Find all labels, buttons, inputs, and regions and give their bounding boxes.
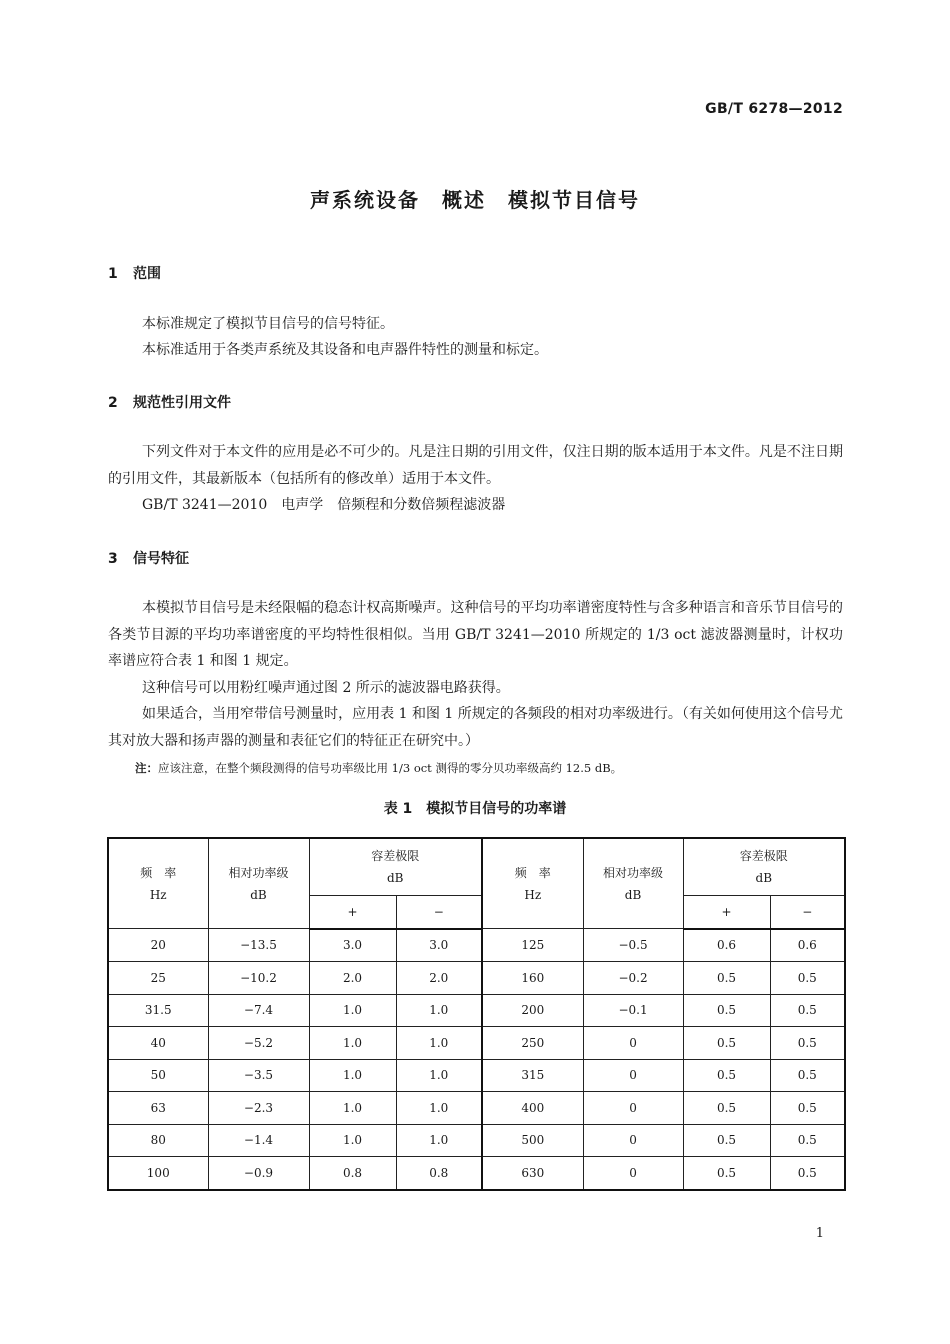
- table-cell: 0: [583, 1092, 683, 1125]
- table-cell: 0.6: [683, 929, 770, 962]
- table-caption: 表 1 模拟节目信号的功率谱: [383, 801, 567, 817]
- table-row: [108, 962, 845, 995]
- header-plus: +: [683, 896, 770, 929]
- table-row: [108, 1124, 845, 1157]
- table-cell: 50: [108, 1059, 208, 1092]
- section-title: 范围: [133, 266, 161, 282]
- table-cell: 0.5: [683, 962, 770, 995]
- paragraph: 这种信号可以用粉红噪声通过图 2 所示的滤波器电路获得。: [142, 680, 510, 696]
- table-cell: 0.8: [309, 1157, 396, 1190]
- table-cell: 0.5: [683, 1124, 770, 1157]
- table-cell: −2.3: [208, 1092, 309, 1125]
- table-cell: 3.0: [309, 929, 396, 962]
- header-tolerance: 容差极限 dB: [309, 838, 482, 896]
- table-cell: 2.0: [396, 962, 482, 995]
- section-heading: [108, 392, 231, 412]
- section-heading: [108, 548, 189, 568]
- header-minus: −: [770, 896, 845, 929]
- section-heading: [108, 263, 161, 283]
- table-cell: −10.2: [208, 962, 309, 995]
- page-title: 声系统设备 概述 模拟节目信号: [310, 188, 640, 212]
- note-label: 注：: [135, 761, 158, 775]
- table-cell: 630: [482, 1157, 583, 1190]
- table-cell: 1.0: [396, 1124, 482, 1157]
- section-number: 2: [108, 395, 118, 411]
- table-cell: −3.5: [208, 1059, 309, 1092]
- header-relative-level: 相对功率级 dB: [583, 838, 683, 929]
- paragraph: 本标准适用于各类声系统及其设备和电声器件特性的测量和标定。: [142, 342, 548, 358]
- table-cell: 80: [108, 1124, 208, 1157]
- table-cell: 160: [482, 962, 583, 995]
- table-cell: 0.5: [770, 1059, 845, 1092]
- section-number: 3: [108, 551, 118, 567]
- table-row: [108, 1092, 845, 1125]
- header-minus: −: [396, 896, 482, 929]
- table-cell: −0.1: [583, 994, 683, 1027]
- table-cell: 3.0: [396, 929, 482, 962]
- table-cell: 0.5: [770, 1092, 845, 1125]
- table-cell: 31.5: [108, 994, 208, 1027]
- table-row: [108, 994, 845, 1027]
- table-cell: 0.5: [683, 1157, 770, 1190]
- table-cell: 1.0: [309, 1027, 396, 1060]
- table-cell: 1.0: [309, 994, 396, 1027]
- table-cell: −13.5: [208, 929, 309, 962]
- header-frequency: 频 率 Hz: [482, 838, 583, 929]
- table-row: [108, 1027, 845, 1060]
- section-title: 规范性引用文件: [133, 395, 231, 411]
- table-cell: 0.5: [770, 962, 845, 995]
- header-plus: +: [309, 896, 396, 929]
- table-cell: 1.0: [396, 994, 482, 1027]
- table-cell: 0.5: [683, 1027, 770, 1060]
- paragraph: 如果适合，当用窄带信号测量时，应用表 1 和图 1 所规定的各频段的相对功率级进行。（有关如何使用这个信号尤其对放大器和扬声器的测量和表征它们的特征正在研究中。）: [108, 706, 843, 749]
- paragraph: 本模拟节目信号是未经限幅的稳态计权高斯噪声。这种信号的平均功率谱密度特性与含多种语言和音乐节目信号的各类节目源的平均功率谱密度的平均特性很相似。当用 GB/T 3241—2010 所规定的 1/3 oct 滤波器测量时，计权功率谱应符合表 1 和图 1 规定。: [108, 600, 843, 669]
- table-row: [108, 1059, 845, 1092]
- table-cell: 250: [482, 1027, 583, 1060]
- table-cell: 1.0: [309, 1092, 396, 1125]
- table-cell: 200: [482, 994, 583, 1027]
- paragraph: 本标准规定了模拟节目信号的信号特征。: [142, 316, 394, 332]
- table-cell: −1.4: [208, 1124, 309, 1157]
- standard-number: GB/T 6278—2012: [705, 101, 843, 117]
- table-cell: 0: [583, 1027, 683, 1060]
- table-cell: −7.4: [208, 994, 309, 1027]
- header-tolerance: 容差极限 dB: [683, 838, 845, 896]
- power-spectrum-table: [107, 837, 846, 1191]
- table-cell: −0.9: [208, 1157, 309, 1190]
- table-cell: 0: [583, 1157, 683, 1190]
- table-cell: 0.5: [770, 1157, 845, 1190]
- page-number: 1: [815, 1226, 824, 1241]
- table-body: [108, 929, 845, 1190]
- reference-item: GB/T 3241—2010 电声学 倍频程和分数倍频程滤波器: [142, 497, 506, 513]
- note-text: 应该注意，在整个频段测得的信号功率级比用 1/3 oct 测得的零分贝功率级高约 12.5 dB。: [158, 761, 623, 775]
- table-row: [108, 1157, 845, 1190]
- table-cell: −0.5: [583, 929, 683, 962]
- table-cell: −5.2: [208, 1027, 309, 1060]
- table-cell: 0.5: [683, 994, 770, 1027]
- table-cell: 1.0: [309, 1124, 396, 1157]
- table-cell: 40: [108, 1027, 208, 1060]
- section-title: 信号特征: [133, 551, 189, 567]
- table-cell: −0.2: [583, 962, 683, 995]
- note: [135, 760, 622, 776]
- table-cell: 500: [482, 1124, 583, 1157]
- paragraph: 下列文件对于本文件的应用是必不可少的。凡是注日期的引用文件，仅注日期的版本适用于本文件。凡是不注日期的引用文件，其最新版本（包括所有的修改单）适用于本文件。: [108, 444, 843, 487]
- table-cell: 1.0: [396, 1059, 482, 1092]
- table-cell: 400: [482, 1092, 583, 1125]
- header-relative-level: 相对功率级 dB: [208, 838, 309, 929]
- table-cell: 0.5: [770, 1124, 845, 1157]
- table-row: [108, 929, 845, 962]
- section-number: 1: [108, 266, 118, 282]
- table-cell: 1.0: [396, 1027, 482, 1060]
- table-cell: 0.5: [770, 994, 845, 1027]
- table-cell: 0.5: [683, 1092, 770, 1125]
- table-cell: 0.5: [683, 1059, 770, 1092]
- table-cell: 315: [482, 1059, 583, 1092]
- table-cell: 100: [108, 1157, 208, 1190]
- table-cell: 63: [108, 1092, 208, 1125]
- table-cell: 20: [108, 929, 208, 962]
- table-cell: 0.6: [770, 929, 845, 962]
- table-cell: 0.8: [396, 1157, 482, 1190]
- table-cell: 1.0: [309, 1059, 396, 1092]
- table-cell: 125: [482, 929, 583, 962]
- table-cell: 2.0: [309, 962, 396, 995]
- table-cell: 0.5: [770, 1027, 845, 1060]
- table-cell: 0: [583, 1059, 683, 1092]
- header-frequency: 频 率 Hz: [108, 838, 208, 929]
- table-cell: 1.0: [396, 1092, 482, 1125]
- table-cell: 25: [108, 962, 208, 995]
- table-cell: 0: [583, 1124, 683, 1157]
